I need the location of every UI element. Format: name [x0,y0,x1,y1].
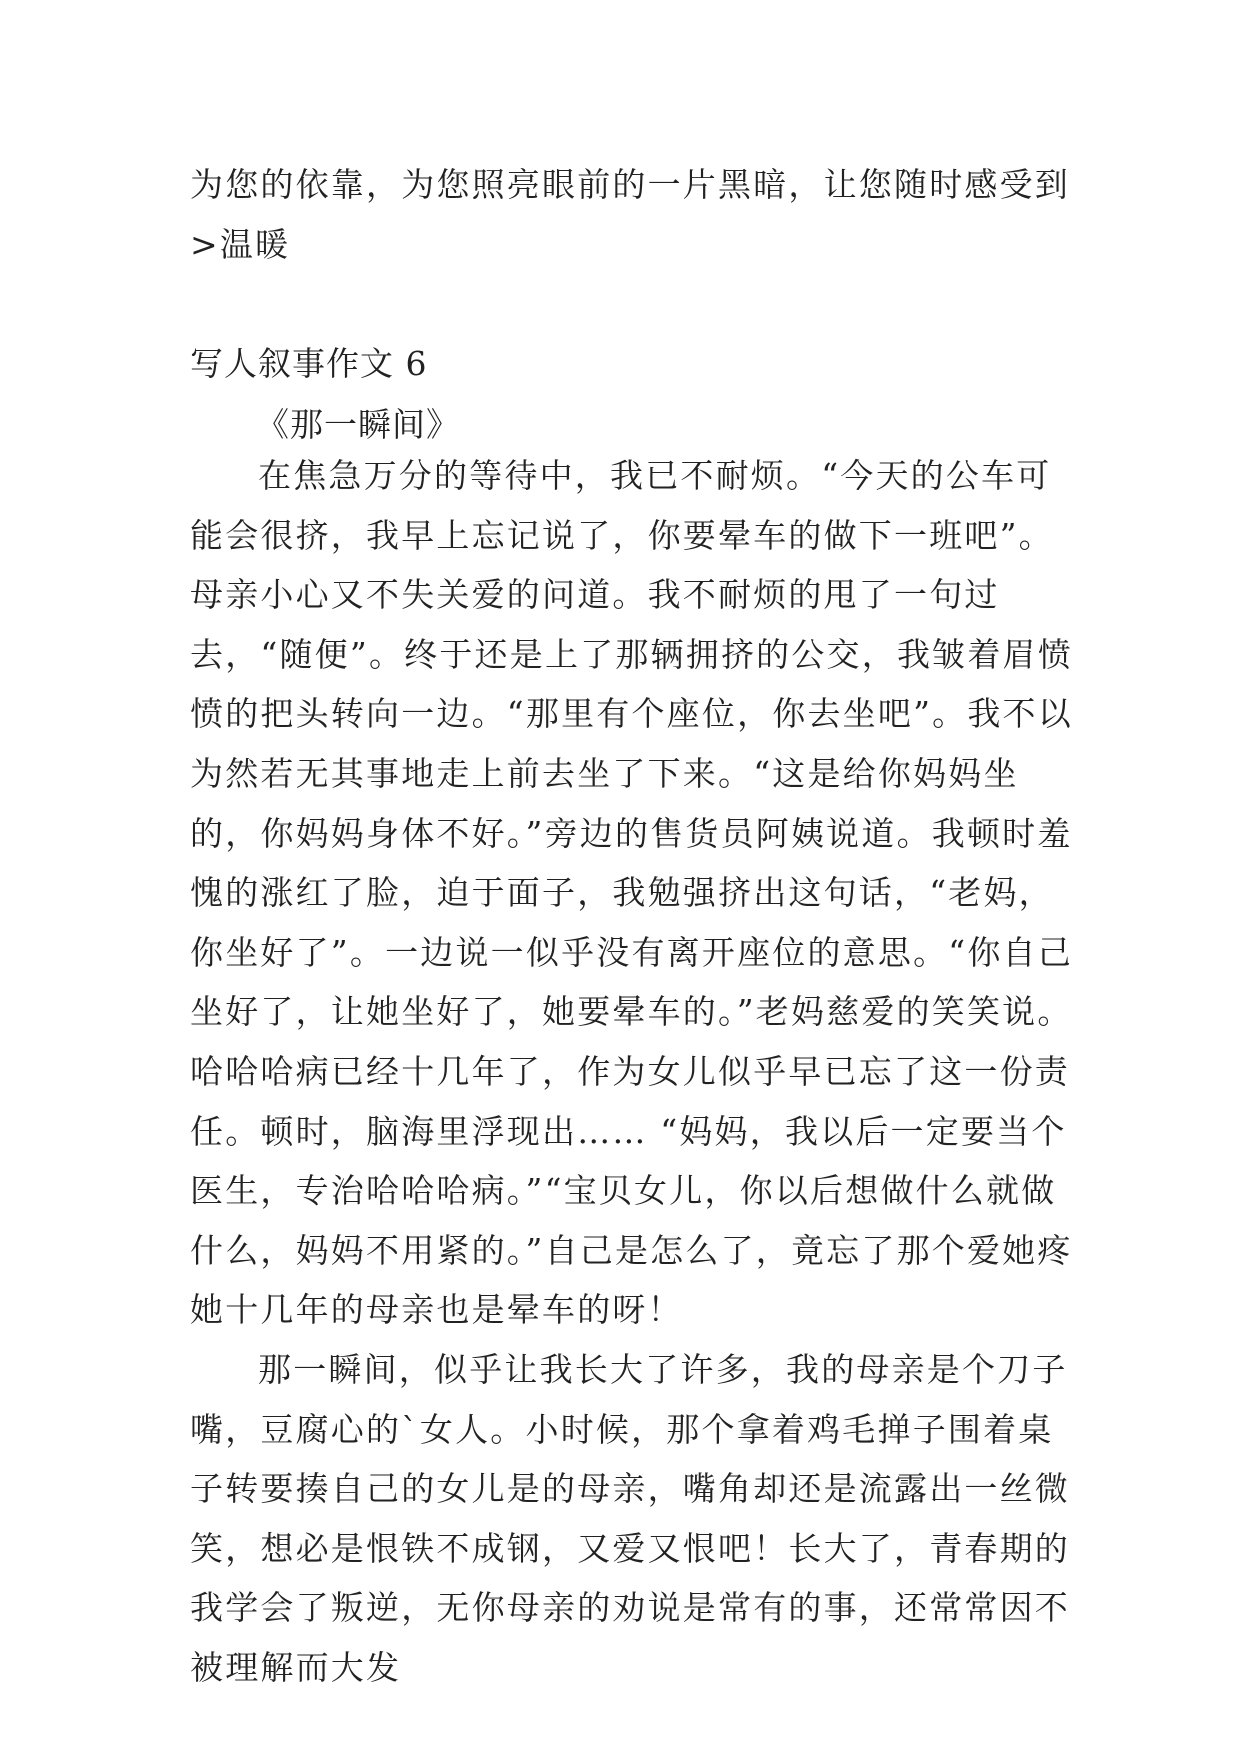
essay-paragraph-2: 那一瞬间，似乎让我长大了许多，我的母亲是个刀子嘴，豆腐心的`女人。小时候，那个拿着鸡毛掸子围着桌子转要揍自己的女儿是的母亲，嘴角却还是流露出一丝微笑，想必是恨铁不成钢，又爱又恨吧！长大了，青春期的我学会了叛逆，无你母亲的劝说是常有的事，还常常因不被理解而大发 [190,1349,1070,1687]
section-heading: 写人叙事作文 6 [190,344,428,383]
intro-paragraph: 为您的依靠，为您照亮眼前的一片黑暗，让您随时感受到>温暖 [190,165,1070,264]
essay-body [190,446,1080,1697]
essay-title: 《那一瞬间》 [256,405,460,444]
intro-paragraph-block [190,155,1080,274]
essay-paragraph-1: 在焦急万分的等待中，我已不耐烦。“今天的公车可能会很挤，我早上忘记说了，你要晕车的做下一班吧”。母亲小心又不失关爱的问道。我不耐烦的甩了一句过去，“随便”。终于还是上了那辆拥挤的公交，我皱着眉愤愤的把头转向一边。“那里有个座位，你去坐吧”。我不以为然若无其事地走上前去坐了下来。“这是给你妈妈坐的，你妈妈身体不好。”旁边的售货员阿姨说道。我顿时羞愧的涨红了脸，迫于面子，我勉强挤出这句话，“老妈，你坐好了”。一边说一似乎没有离开座位的意思。“你自己坐好了，让她坐好了，她要晕车的。”老妈慈爱的笑笑说。哈哈哈病已经十几年了，作为女儿似乎早已忘了这一份责任。顿时，脑海里浮现出…… “妈妈，我以后一定要当个医生，专治哈哈哈病。”“宝贝女儿，你以后想做什么就做什么，妈妈不用紧的。”自己是怎么了，竟忘了那个爱她疼她十几年的母亲也是晕车的呀！ [190,456,1073,1330]
